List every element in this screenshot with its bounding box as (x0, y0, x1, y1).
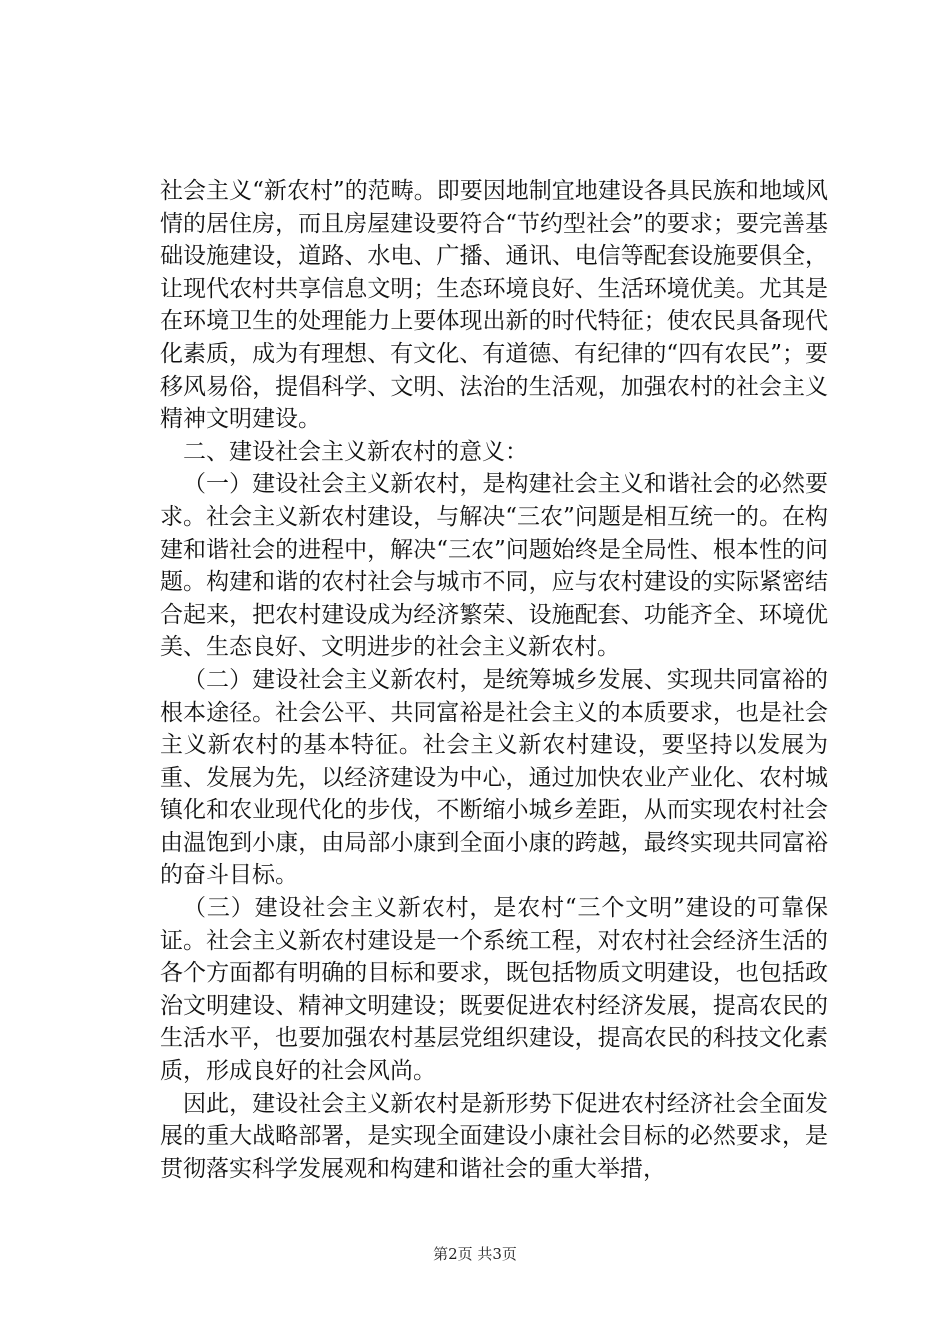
document-body (160, 175, 828, 1185)
paragraph-continuation: 社会主义“新农村”的范畴。即要因地制宜地建设各具民族和地域风情的居住房，而且房屋建设要符合“节约型社会”的要求；要完善基础设施建设，道路、水电、广播、通讯、电信等配套设施要俱全，让现代农村共享信息文明；生态环境良好、生活环境优美。尤其是在环境卫生的处理能力上要体现出新的时代特征；使农民具备现代化素质，成为有理想、有文化、有道德、有纪律的“四有农民”；要移风易俗，提倡科学、文明、法治的生活观，加强农村的社会主义精神文明建设。 (160, 178, 828, 433)
section-heading: 二、建设社会主义新农村的意义： (183, 438, 528, 465)
paragraph-item-2: （二）建设社会主义新农村，是统筹城乡发展、实现共同富裕的根本途径。社会公平、共同富裕是社会主义的本质要求，也是社会主义新农村的基本特征。社会主义新农村建设，要坚持以发展为重、发展为先，以经济建设为中心，通过加快农业产业化、农村城镇化和农业现代化的步伐，不断缩小城乡差距，从而实现农村社会由温饱到小康，由局部小康到全面小康的跨越，最终实现共同富裕的奋斗目标。 (160, 666, 828, 889)
paragraph-conclusion: 因此，建设社会主义新农村是新形势下促进农村经济社会全面发展的重大战略部署，是实现全面建设小康社会目标的必然要求，是贯彻落实科学发展观和构建和谐社会的重大举措， (160, 1090, 828, 1182)
paragraph-item-1: （一）建设社会主义新农村，是构建社会主义和谐社会的必然要求。社会主义新农村建设，与解决“三农”问题是相互统一的。在构建和谐社会的进程中，解决“三农”问题始终是全局性、根本性的问题。构建和谐的农村社会与城市不同，应与农村建设的实际紧密结合起来，把农村建设成为经济繁荣、设施配套、功能齐全、环境优美、生态良好、文明进步的社会主义新农村。 (160, 471, 828, 661)
page-footer: 第2页 共3页 (433, 1245, 517, 1263)
paragraph-item-3: （三）建设社会主义新农村，是农村“三个文明”建设的可靠保证。社会主义新农村建设是一个系统工程，对农村社会经济生活的各个方面都有明确的目标和要求，既包括物质文明建设，也包括政治文明建设、精神文明建设；既要促进农村经济发展，提高农民的生活水平，也要加强农村基层党组织建设，提高农民的科技文化素质，形成良好的社会风尚。 (160, 895, 828, 1085)
